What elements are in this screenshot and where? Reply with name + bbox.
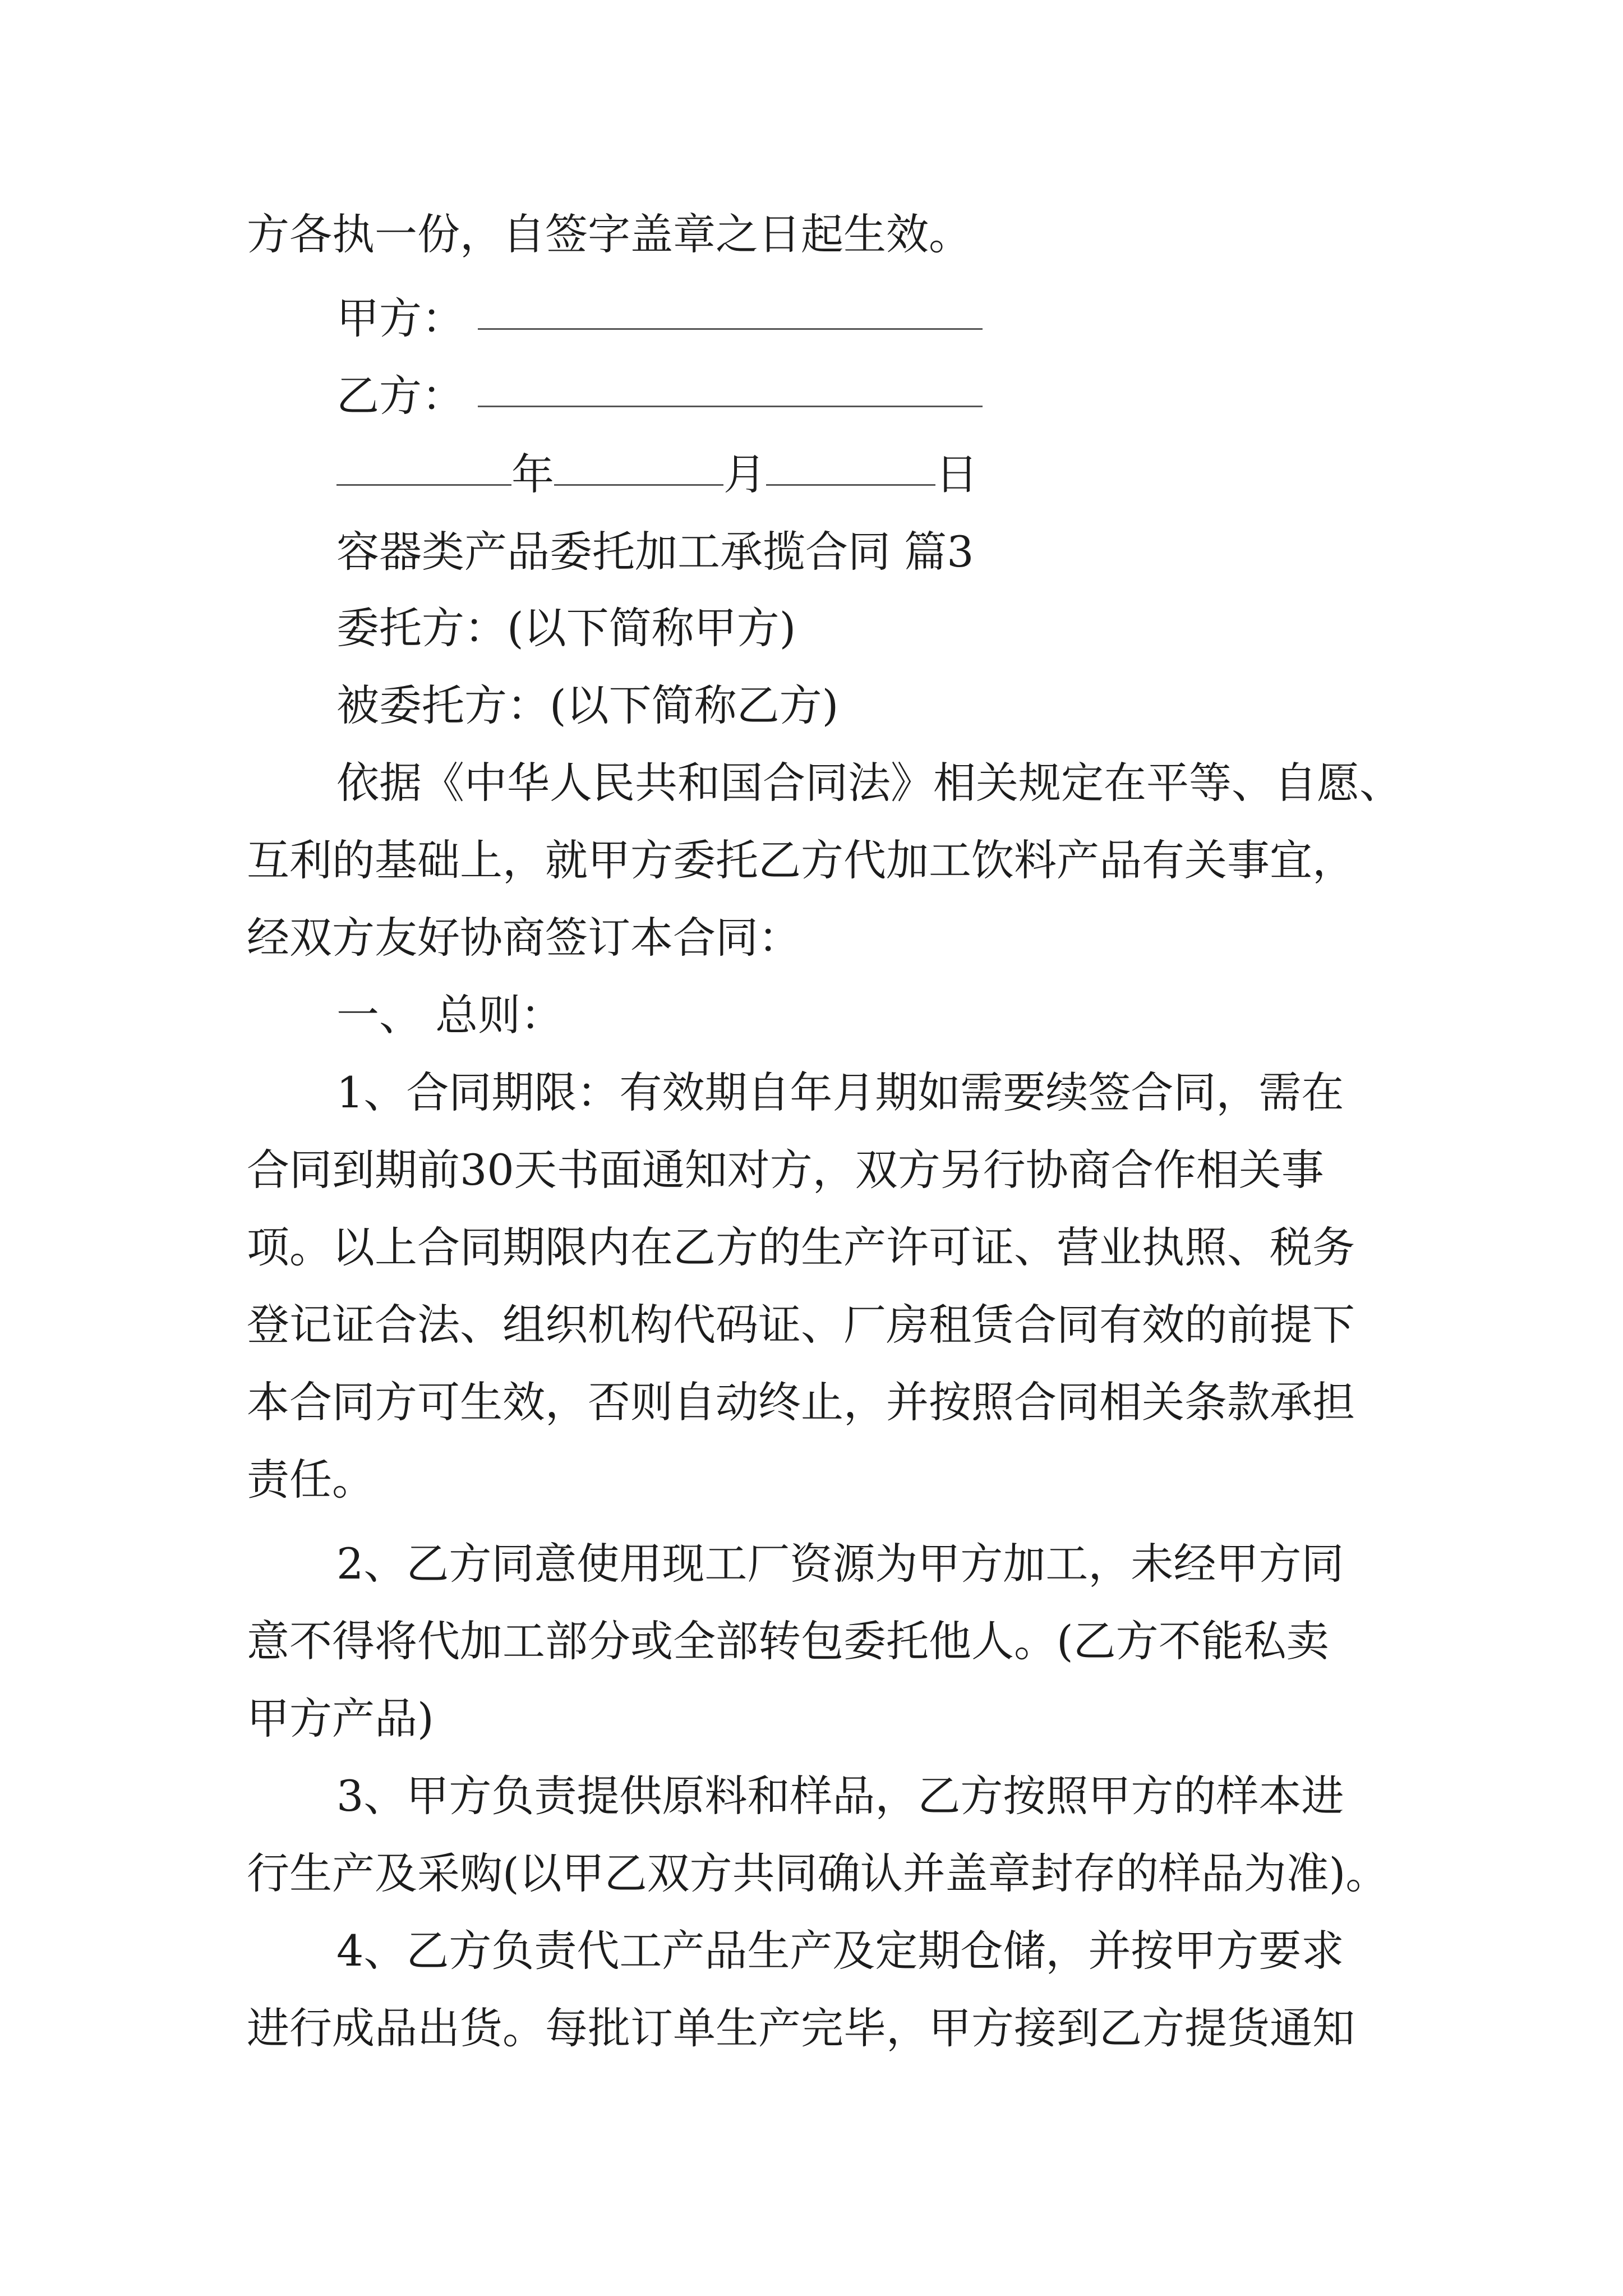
- client-line: 委托方：(以下简称甲方): [336, 603, 796, 653]
- clause-1-line: 本合同方可生效，否则自动终止，并按照合同相关条款承担: [247, 1377, 1355, 1427]
- preamble-line: 互利的基础上，就甲方委托乙方代加工饮料产品有关事宜，: [247, 835, 1355, 885]
- clause-4-line: 进行成品出货。每批订单生产完毕，甲方接到乙方提货通知: [247, 2003, 1355, 2053]
- clause-2-line: 甲方产品): [247, 1694, 434, 1743]
- clause-2-line: 意不得将代加工部分或全部转包委托他人。(乙方不能私卖: [247, 1616, 1329, 1666]
- chapter-heading: 一、 总则：: [336, 990, 564, 1040]
- preamble-line: 经双方友好协商签订本合同：: [247, 913, 801, 963]
- clause-3-line: 3、甲方负责提供原料和样品，乙方按照甲方的样本进: [336, 1771, 1344, 1821]
- year-blank: [336, 484, 511, 486]
- clause-2-line: 2、乙方同意使用现工厂资源为甲方加工，未经甲方同: [336, 1539, 1344, 1589]
- date-line: [336, 447, 978, 503]
- party-b-signature-blank: [478, 406, 983, 407]
- text-line: 方各执一份，自签字盖章之日起生效。: [247, 209, 971, 259]
- month-blank: [554, 484, 723, 486]
- clause-4-line: 4、乙方负责代工产品生产及定期仓储，并按甲方要求: [336, 1926, 1344, 1976]
- clause-1-line: 1、合同期限：有效期自年月期如需要续签合同，需在: [336, 1068, 1344, 1117]
- clause-1-line: 登记证合法、组织机构代码证、厂房租赁合同有效的前提下: [247, 1300, 1355, 1350]
- year-label: 年: [511, 449, 554, 499]
- party-b-label: 乙方：: [336, 371, 464, 421]
- party-a-line: [336, 291, 983, 347]
- clause-1-line: 责任。: [247, 1455, 375, 1504]
- clause-1-line: 合同到期前30天书面通知对方，双方另行协商合作相关事: [247, 1145, 1324, 1195]
- contractor-line: 被委托方：(以下简称乙方): [336, 680, 839, 730]
- month-label: 月: [723, 449, 766, 499]
- day-label: 日: [935, 449, 978, 499]
- party-a-label: 甲方：: [336, 293, 464, 343]
- preamble-line: 依据《中华人民共和国合同法》相关规定在平等、自愿、: [336, 758, 1402, 808]
- section-title: 容器类产品委托加工承揽合同 篇3: [336, 527, 974, 577]
- day-blank: [766, 484, 935, 486]
- party-b-line: [336, 368, 983, 424]
- clause-1-line: 项。以上合同期限内在乙方的生产许可证、营业执照、税务: [247, 1222, 1355, 1272]
- party-a-signature-blank: [478, 328, 983, 330]
- clause-3-line: 行生产及采购(以甲乙双方共同确认并盖章封存的样品为准)。: [247, 1848, 1389, 1898]
